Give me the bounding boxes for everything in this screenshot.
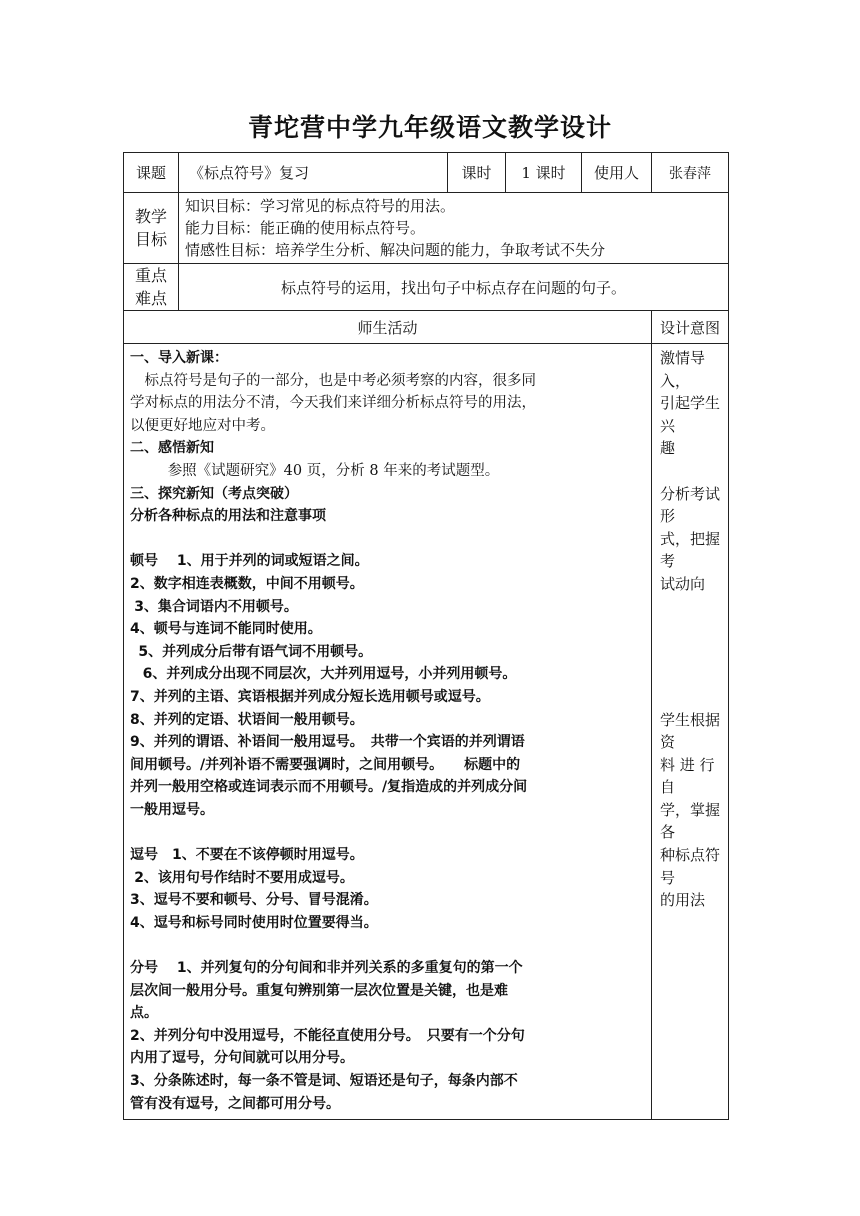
intent-line: 激情导入， [660,349,706,390]
hours-label: 课时 [448,153,506,193]
activity-content [124,344,652,1120]
intent-line: 趣 [660,439,676,458]
semicolon-rule-line: 层次间一般用分号。重复句辨别第一层次位置是关键，也是难 [130,982,508,999]
section-intro-heading: 一、导入新课： [130,350,228,366]
comma-rule-line: 并列一般用空格或连词表示而不用顿号。/复指造成的并列成分间 [130,779,528,796]
comma-rule-line: 4、顿号与连词不能同时使用。 [130,621,322,638]
intent-line: 分析考试形 [660,484,721,526]
intro-paragraph-line: 标点符号是句子的一部分，也是中考必须考察的内容，很多同 [144,372,536,389]
page-title: 青坨营中学九年级语文教学设计 [247,113,612,142]
key-points-label-line1: 重点 [134,266,167,285]
goals-label-line1: 教学 [134,207,167,226]
activity-row [124,344,729,1120]
topic-label: 课题 [124,153,179,193]
intent-line: 学生根据资 [660,710,721,752]
intent-line: 的用法 [660,891,706,910]
semicolon-rule-line: 点。 [130,1005,158,1022]
intent-line: 试动向 [660,574,706,593]
topic-value: 《标点符号》复习 [179,153,448,193]
header-row [124,153,729,193]
goals-row [124,193,729,264]
semicolon-rule-line: 3、分条陈述时，每一条不管是词、短语还是句子，每条内部不 [130,1073,518,1089]
key-points-text: 标点符号的运用，找出句子中标点存在问题的句子。 [179,264,729,311]
semicolon-rule-line: 内用了逗号，分句间就可以用分号。 [130,1050,354,1067]
semicolon-rule-line: 分号 1、并列复句的分句间和非并列关系的多重复句的第一个 [130,960,523,977]
hours-value: 1 课时 [506,153,582,193]
perception-text: 参照《试题研究》40 页，分析 8 年来的考试题型。 [167,462,500,479]
douhao-rule-line: 2、该用句号作结时不要用成逗号。 [134,869,354,886]
intent-header: 设计意图 [652,311,729,344]
section-explore-heading: 三、探究新知（考点突破） [130,485,298,502]
intent-line: 学，掌握各 [660,800,721,842]
section-perception-heading: 二、感悟新知 [130,440,214,457]
intent-line: 料 进 行 自 [660,755,715,797]
comma-rule-line: 5、并列成分后带有语气词不用顿号。 [138,643,373,660]
activity-header: 师生活动 [124,311,652,344]
key-points-row [124,264,729,311]
semicolon-rule-line: 2、并列分句中没用逗号，不能径直使用分号。 只要有一个分句 [130,1027,525,1044]
intent-content [652,344,729,1120]
douhao-rule-line: 3、逗号不要和顿号、分号、冒号混淆。 [130,892,378,909]
explore-subheading: 分析各种标点的用法和注意事项 [130,508,326,525]
lesson-plan-table [123,152,729,1120]
intro-paragraph-line: 以便更好地应对中考。 [130,417,275,434]
goals-label [124,193,179,264]
goals-label-line2: 目标 [134,230,167,249]
key-points-label-line2: 难点 [134,289,167,308]
intent-line: 种标点符号 [660,846,721,887]
comma-rule-line: 7、并列的主语、宾语根据并列成分短长选用顿号或逗号。 [130,688,490,705]
comma-rule-line: 2、数字相连表概数，中间不用顿号。 [130,575,364,592]
douhao-rule-line: 逗号 1、不要在不该停顿时用逗号。 [130,847,364,864]
douhao-rule-line: 4、逗号和标号同时使用时位置要得当。 [130,914,378,931]
goal-ability: 能力目标：能正确的使用标点符号。 [185,219,426,237]
goals-content [179,193,729,264]
comma-rule-line: 9、并列的谓语、补语间一般用逗号。 共带一个宾语的并列谓语 [130,734,525,751]
goal-emotion: 情感性目标：培养学生分析、解决问题的能力，争取考试不失分 [185,241,606,259]
key-points-label [124,264,179,311]
comma-rule-line: 8、并列的定语、状语间一般用顿号。 [130,711,364,728]
user-label: 使用人 [582,153,652,193]
comma-rule-line: 6、并列成分出现不同层次，大并列用逗号，小并列用顿号。 [142,666,517,683]
comma-rule-line: 间用顿号。/并列补语不需要强调时，之间用顿号。 标题中的 [130,756,521,773]
comma-rule-line: 3、集合词语内不用顿号。 [134,598,298,615]
user-value: 张春萍 [652,153,729,193]
intent-line: 式，把握考 [660,529,721,571]
semicolon-rule-line: 管有没有逗号，之间都可用分号。 [130,1095,340,1112]
comma-rule-line: 一般用逗号。 [130,801,214,818]
goal-knowledge: 知识目标：学习常见的标点符号的用法。 [185,197,456,215]
intro-paragraph-line: 学对标点的用法分不清，今天我们来详细分析标点符号的用法， [130,395,536,412]
comma-rule-line: 顿号 1、用于并列的词或短语之间。 [130,553,369,570]
intent-line: 引起学生兴 [660,394,721,435]
activity-header-row [124,311,729,344]
